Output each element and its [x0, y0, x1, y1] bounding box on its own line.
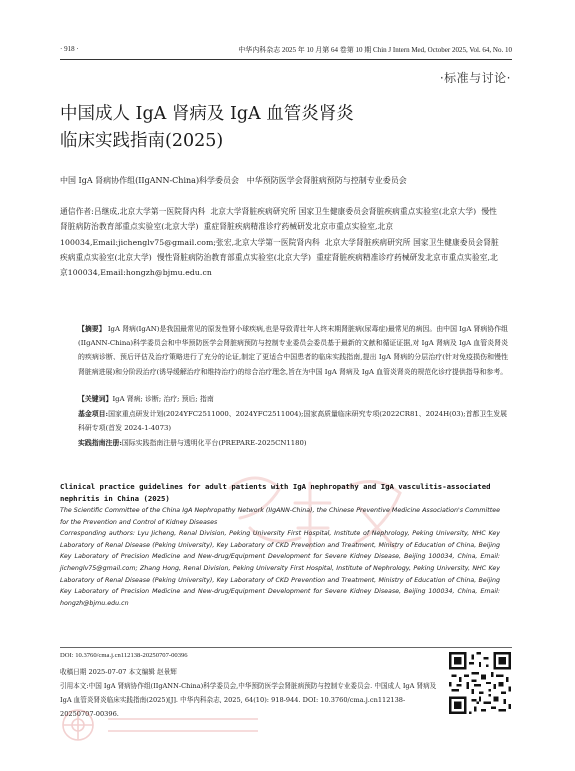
- citation: 引用本文:中国 IgA 肾病协作组(IIgANN-China)科学委员会,中华预防医学会肾脏病预防与控制专业委员会. 中国成人 IgA 肾病及 IgA 血管炎肾炎临床实践指南(2025)[J]. 中华内科杂志, 2025, 64(10): 918-944. DOI: 10.3760/cma.j.cn112138-20250707-00396.: [60, 682, 437, 719]
- registry: [78, 436, 508, 451]
- qr-code-icon[interactable]: [449, 652, 511, 714]
- corresponding-authors: 通信作者:吕继成,北京大学第一医院肾内科 北京大学肾脏疾病研究所 国家卫生健康委员会肾脏疾病重点实验室(北京大学) 慢性肾脏病防治教育部重点实验室(北京大学) 重症肾脏疾病精准诊疗药械研发北京市重点实验室,北京 100034,Email:jichenglv75@gmail.com;张宏,北京大学第一医院肾内科 北京大学肾脏疾病研究所 国家卫生健康委员会肾脏疾病重点实验室(北京大学) 慢性肾脏病防治教育部重点实验室(北京大学) 重症肾脏疾病精准诊疗药械研发北京市重点实验室,北京100034,Email:hongzh@bjmu.edu.cn: [60, 207, 499, 278]
- registry-text: 国际实践指南注册与透明化平台(PREPARE-2025CN1180): [121, 438, 307, 447]
- funding-label: 基金项目:: [78, 409, 109, 418]
- footer-rule: [60, 647, 512, 648]
- article-title: [60, 101, 440, 155]
- title-line-1: 中国成人 IgA 肾病及 IgA 血管炎肾炎: [60, 104, 354, 124]
- received-date: 收稿日期 2025-07-07 本文编辑 赵景辉: [60, 668, 177, 676]
- abstract-label: 【摘要】: [78, 325, 106, 333]
- title-line-2: 临床实践指南(2025): [60, 131, 224, 151]
- english-title: Clinical practice guidelines for adult patients with IgA nephropathy and IgA vasculitis-associated nephritis in China (2025): [60, 482, 491, 503]
- keywords-label: 【关键词】: [78, 395, 113, 403]
- page-number: · 918 ·: [60, 45, 79, 53]
- funding: [78, 407, 508, 436]
- funding-text: 国家重点研发计划(2024YFC2511000、2024YFC2511004);国家高质量临床研究专项(2022CR81、2024H(03);首都卫生发展科研专项(首发 2024-1-4073): [78, 409, 507, 432]
- english-affiliations: The Scientific Committee of the China IgA Nephropathy Network (IIgANN-China), the Chinese Preventive Medicine Association's Committee for the Prevention and Control of Kidney Diseases Corresponding authors: Lyu Jicheng, Renal Division, Peking University First Hospital, Institute of Nephrology, Peking University, NHC Key Laboratory of Renal Disease (Peking University), Key Laboratory of CKD Prevention and Treatment, Ministry of Education of China, Beijing Key Laboratory of Precision Medicine and New-drug/Equipment Development for Severe Kidney Disease, Beijing 100034, China, Email: jichenglv75@gmail.com; Zhang Hong, Renal Division, Peking University First Hospital, Institute of Nephrology, Peking University, NHC Key Laboratory of Renal Disease (Peking University), Key Laboratory of CKD Prevention and Treatment, Ministry of Education of China, Beijing Key Laboratory of Precision Medicine and New-drug/Equipment Development for Severe Kidney Disease, Beijing 100034, China, Email: hongzh@bjmu.edu.cn: [60, 507, 500, 607]
- author-groups: 中国 IgA 肾病协作组(IIgANN-China)科学委员会 中华预防医学会肾脏病预防与控制专业委员会: [60, 176, 407, 185]
- doi: DOI: 10.3760/cma.j.cn112138-20250707-00396: [60, 652, 188, 659]
- registry-label: 实践指南注册:: [78, 438, 122, 447]
- article-meta: [78, 392, 508, 450]
- section-label: ·标准与讨论·: [439, 71, 511, 85]
- keywords-text: IgA 肾病; 诊断; 治疗; 预后; 指南: [112, 395, 214, 403]
- abstract: [78, 322, 508, 379]
- running-header: [60, 43, 512, 57]
- keywords: [78, 392, 508, 407]
- abstract-text: IgA 肾病(IgAN)是我国最常见的原发性肾小球疾病,也是导致青壮年人终末期肾脏病(尿毒症)最常见的病因。由中国 IgA 肾病协作组(IIgANN-China)科学委员会和中华预防医学会肾脏病预防与控制专业委员会委员基于最新的文献和循证证据,对 IgA 肾病及 IgA 血管炎肾炎的疾病诊断、预后评估及治疗策略进行了充分的论证,制定了更适合中国患者的临床实践指南,提出 IgA 肾病的分层治疗(针对免疫损伤和慢性肾脏病进展)和分阶段治疗(诱导缓解治疗和维持治疗)的综合治疗理念,旨在为中国 IgA 肾病及 IgA 血管炎肾炎的规范化诊疗提供指导和参考。: [78, 325, 508, 376]
- header-rule: [60, 59, 512, 60]
- journal-line: 中华内科杂志 2025 年 10 月第 64 卷第 10 期 Chin J Intern Med, October 2025, Vol. 64, No. 10: [238, 46, 512, 54]
- footer-watermark-logo: [58, 705, 268, 745]
